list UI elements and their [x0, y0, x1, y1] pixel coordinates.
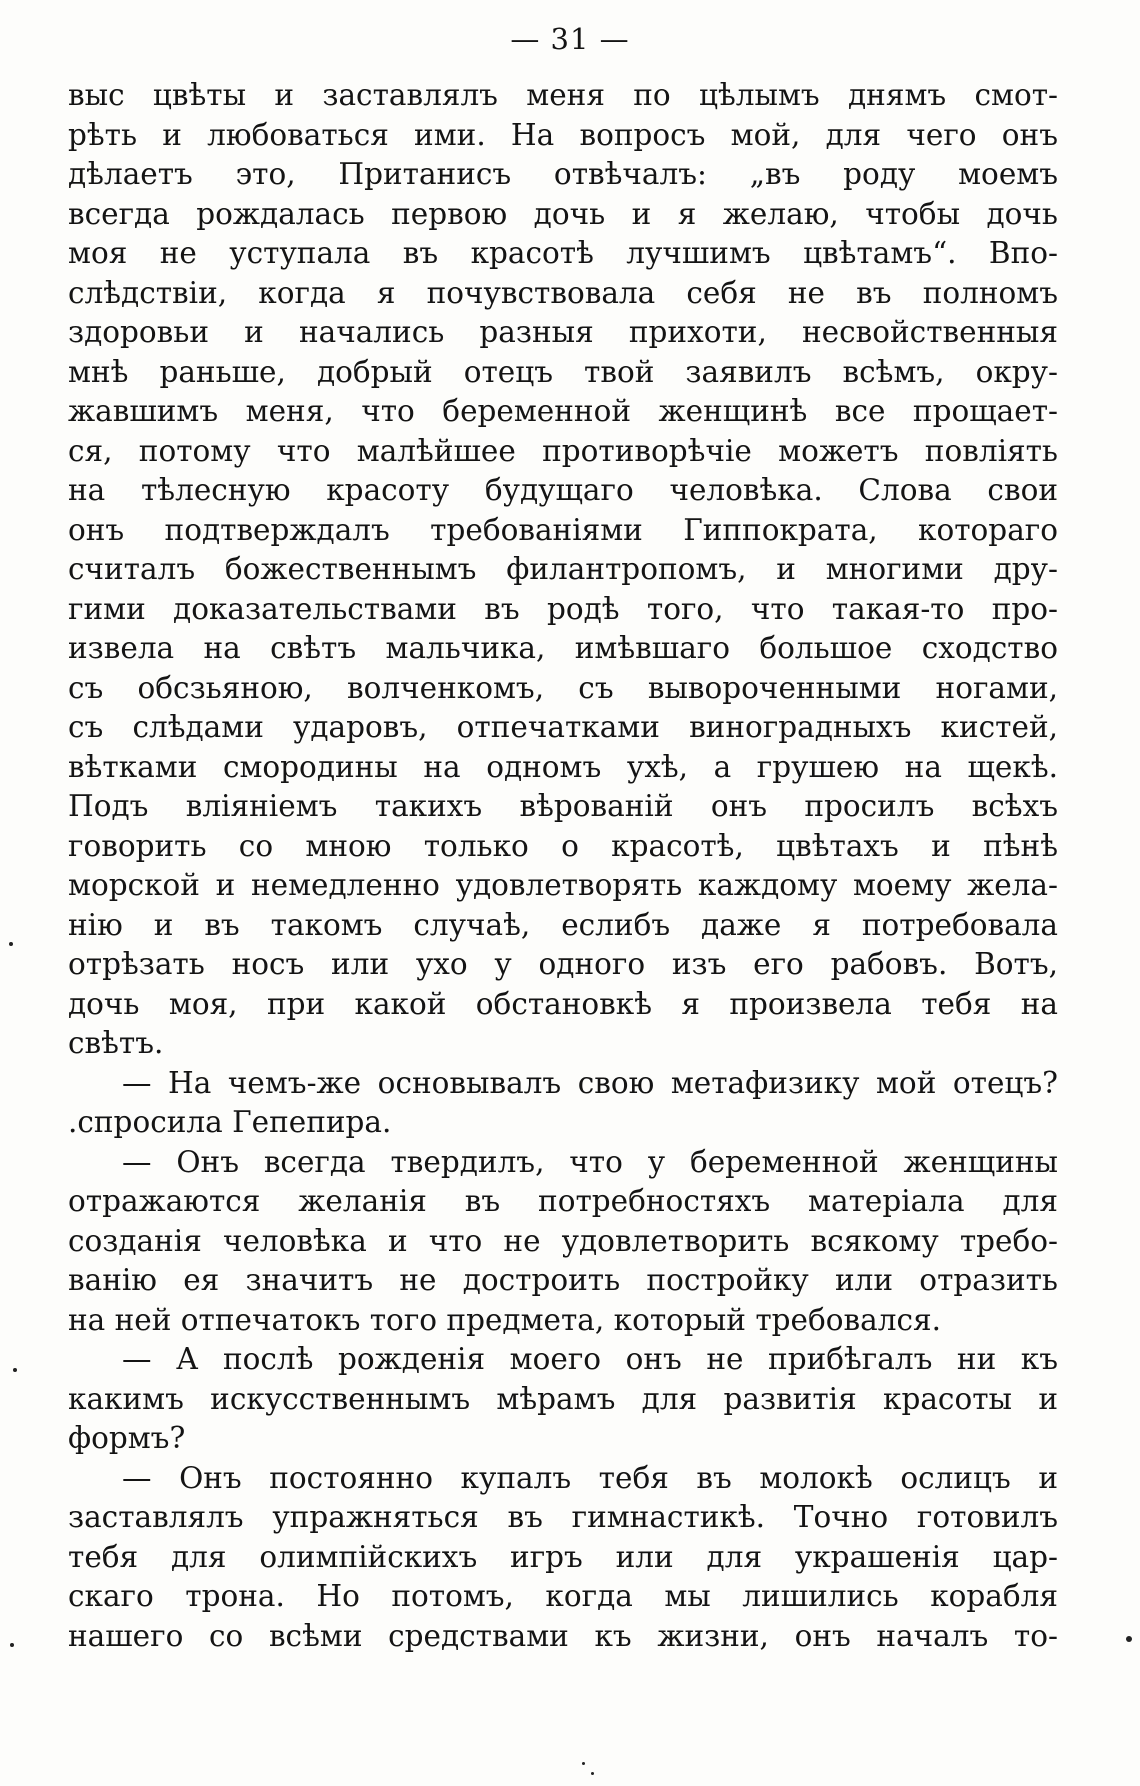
text-line: ванію ея значитъ не достроить постройку или отразить: [68, 1263, 1058, 1297]
text-line: мнѣ раньше, добрый отецъ твой заявилъ всѣмъ, окру-: [68, 354, 1058, 389]
text-line: нашего со всѣми средствами къ жизни, онъ началъ то-: [68, 1618, 1058, 1653]
text-line: на ней отпечатокъ того предмета, который требовался.: [68, 1302, 941, 1337]
text-line: заставлялъ упражняться въ гимнастикѣ. Точно готовилъ: [68, 1500, 1058, 1534]
text-line: говорить со мною только о красотѣ, цвѣтахъ и пѣнѣ: [68, 828, 1058, 863]
text-line: Подъ вліяніемъ такихъ вѣрованій онъ просилъ всѣхъ: [68, 789, 1058, 823]
text-line: извела на свѣтъ мальчика, имѣвшаго большое сходство: [68, 631, 1058, 665]
body-text: [68, 76, 1058, 1656]
text-line: вѣтками смородины на одномъ ухѣ, а грушею на щекѣ.: [68, 749, 1058, 784]
scan-speck: [13, 1368, 17, 1372]
text-line: онъ подтверждалъ требованіями Гиппократа, котораго: [68, 512, 1058, 547]
text-line: тебя для олимпійскихъ игръ или для украшенія цар-: [68, 1539, 1058, 1574]
text-line: на тѣлесную красоту будущаго человѣка. Слова свои: [68, 473, 1058, 507]
text-line: нію и въ такомъ случаѣ, еслибъ даже я потребовала: [68, 907, 1058, 942]
text-line: гими доказательствами въ родѣ того, что такая-то про-: [68, 591, 1058, 626]
scan-speck: [582, 1762, 585, 1765]
text-line: .спросила Гепепира.: [68, 1105, 392, 1139]
text-line: слѣдствіи, когда я почувствовала себя не въ полномъ: [68, 275, 1058, 310]
page-number: — 31 —: [510, 22, 630, 56]
text-line: отражаются желанія въ потребностяхъ матеріала для: [68, 1184, 1058, 1218]
text-line: — На чемъ-же основывалъ свою метафизику мой отецъ?: [122, 1065, 1058, 1100]
text-line: дочь моя, при какой обстановкѣ я произвела тебя на: [68, 986, 1058, 1021]
scan-speck: [591, 1772, 594, 1775]
text-line: здоровьи и начались разныя прихоти, несвойственныя: [68, 315, 1058, 349]
text-line: — А послѣ рожденія моего онъ не прибѣгалъ ни къ: [122, 1342, 1058, 1376]
text-line: скаго трона. Но потомъ, когда мы лишились корабля: [68, 1579, 1058, 1613]
text-line: какимъ искусственнымъ мѣрамъ для развитія красоты и: [68, 1381, 1058, 1416]
text-line: — Онъ всегда твердилъ, что у беременной женщины: [122, 1144, 1058, 1179]
text-line: дѣлаетъ это, Пританисъ отвѣчалъ: „въ роду моемъ: [68, 157, 1058, 191]
text-line: моя не уступала въ красотѣ лучшимъ цвѣтамъ“. Впо-: [68, 236, 1058, 270]
text-line: съ слѣдами ударовъ, отпечатками виноградныхъ кистей,: [68, 710, 1058, 744]
text-line: морской и немедленно удовлетворять каждому моему жела-: [68, 868, 1058, 902]
scan-speck: [9, 942, 13, 946]
text-line: рѣть и любоваться ими. На вопросъ мой, для чего онъ: [68, 117, 1058, 152]
text-line: выс цвѣты и заставлялъ меня по цѣлымъ днямъ смот-: [68, 78, 1058, 112]
text-line: созданія человѣка и что не удовлетворить всякому требо-: [68, 1223, 1058, 1258]
text-line: свѣтъ.: [68, 1026, 164, 1060]
text-line: жавшимъ меня, что беременной женщинѣ все прощает-: [68, 394, 1058, 428]
scan-speck: [10, 1643, 14, 1647]
text-line: считалъ божественнымъ филантропомъ, и многими дру-: [68, 552, 1058, 586]
text-line: отрѣзать носъ или ухо у одного изъ его рабовъ. Вотъ,: [68, 947, 1058, 981]
scan-speck: [1126, 1636, 1132, 1642]
text-line: съ обсзьяною, волченкомъ, съ вывороченными ногами,: [68, 670, 1058, 705]
text-line: — Онъ постоянно купалъ тебя въ молокѣ ослицъ и: [122, 1460, 1058, 1495]
text-line: всегда рождалась первою дочь и я желаю, чтобы дочь: [68, 196, 1058, 231]
text-line: ся, потому что малѣйшее противорѣчіе можетъ повліять: [68, 433, 1058, 468]
text-line: формъ?: [68, 1421, 186, 1455]
